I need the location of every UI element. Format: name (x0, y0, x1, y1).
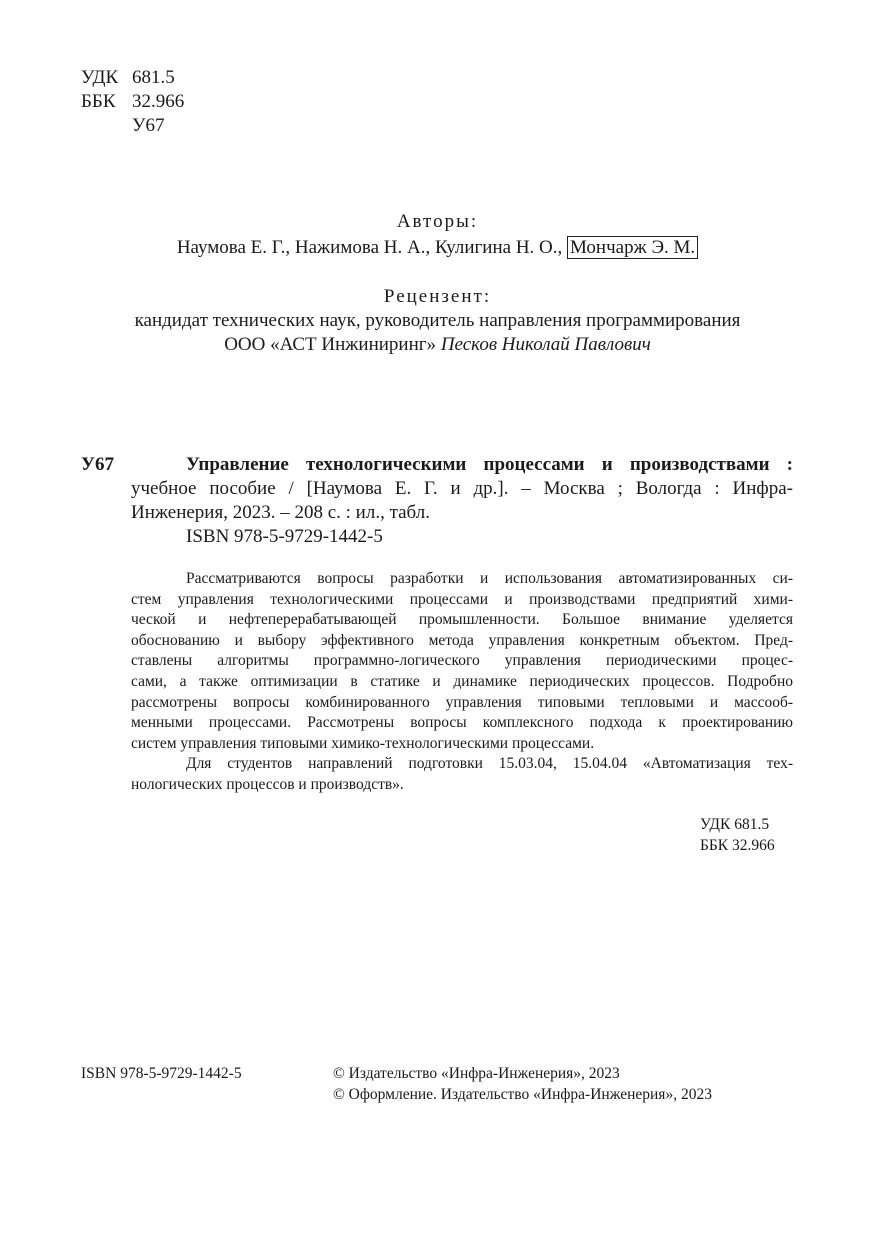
annotation-line: рассмотрены вопросы комбинированного управления типовыми тепловыми и массооб- (131, 693, 793, 711)
bottom-bbk: ББК 32.966 (700, 837, 775, 854)
reviewer-line1: кандидат технических наук, руководитель направления программирования (134, 310, 741, 331)
audience-line: Для студентов направлений подготовки 15.03.04, 15.04.04 «Автоматизация тех- (186, 755, 793, 772)
reviewer-line2 (0, 333, 875, 357)
annotation-line: менными процессами. Рассмотрены вопросы комплексного подхода к проектированию (131, 714, 793, 732)
bib-line2: учебное пособие / [Наумова Е. Г. и др.]. – Москва ; Вологда : Инфра- (131, 478, 793, 499)
annotation-line: обоснованию и выбору эффективного метода управления конкретным объектом. Пред- (131, 631, 793, 649)
reviewer-heading: Рецензент: (383, 286, 492, 307)
udk-row (81, 66, 175, 90)
annotation-line: стем управления технологическими процессами и производствами предприятий хими- (131, 590, 793, 608)
bbk-row (81, 90, 184, 114)
annotation-line: сами, а также оптимизации в статике и динамике периодических процессов. Подробно (131, 673, 793, 690)
annotation-line: ческой и нефтеперерабатывающей промышленности. Большое внимание уделяется (131, 611, 793, 629)
bib-isbn: ISBN 978-5-9729-1442-5 (186, 526, 383, 547)
audience-line: нологических процессов и производств». (131, 775, 404, 793)
footer-isbn: ISBN 978-5-9729-1442-5 (81, 1065, 242, 1082)
highlighted-author: Мончарж Э. М. (567, 236, 698, 259)
annotation-line: ставлены алгоритмы программно-логического управления периодическими процес- (131, 652, 793, 670)
reviewer-org: ООО «АСТ Инжиниринг» (224, 334, 437, 355)
udk-value: 681.5 (132, 67, 175, 88)
bbk-label: ББК (81, 91, 116, 112)
authors-heading: Авторы: (396, 211, 479, 232)
footer-copyright-design: © Оформление. Издательство «Инфра-Инженерия», 2023 (333, 1086, 712, 1103)
udk-label: УДК (81, 67, 119, 88)
bottom-udk: УДК 681.5 (700, 816, 770, 833)
annotation-line: систем управления типовыми химико-технологическими процессами. (131, 734, 595, 752)
authors-list (0, 236, 875, 260)
bib-title: Управление технологическими процессами и производствами : (186, 454, 793, 475)
annotation-line: Рассматриваются вопросы разработки и использования автоматизированных си- (186, 570, 793, 587)
author-mark: У67 (132, 115, 165, 136)
bib-line3: Инженерия, 2023. – 208 с. : ил., табл. (131, 502, 430, 523)
bib-mark: У67 (81, 454, 114, 475)
footer-copyright-publisher: © Издательство «Инфра-Инженерия», 2023 (333, 1065, 620, 1082)
authors-names: Наумова Е. Г., Нажимова Н. А., Кулигина Н. О., (176, 237, 563, 258)
bbk-value: 32.966 (132, 91, 185, 112)
reviewer-name: Песков Николай Павлович (440, 334, 651, 355)
author-mark-row (81, 114, 164, 138)
